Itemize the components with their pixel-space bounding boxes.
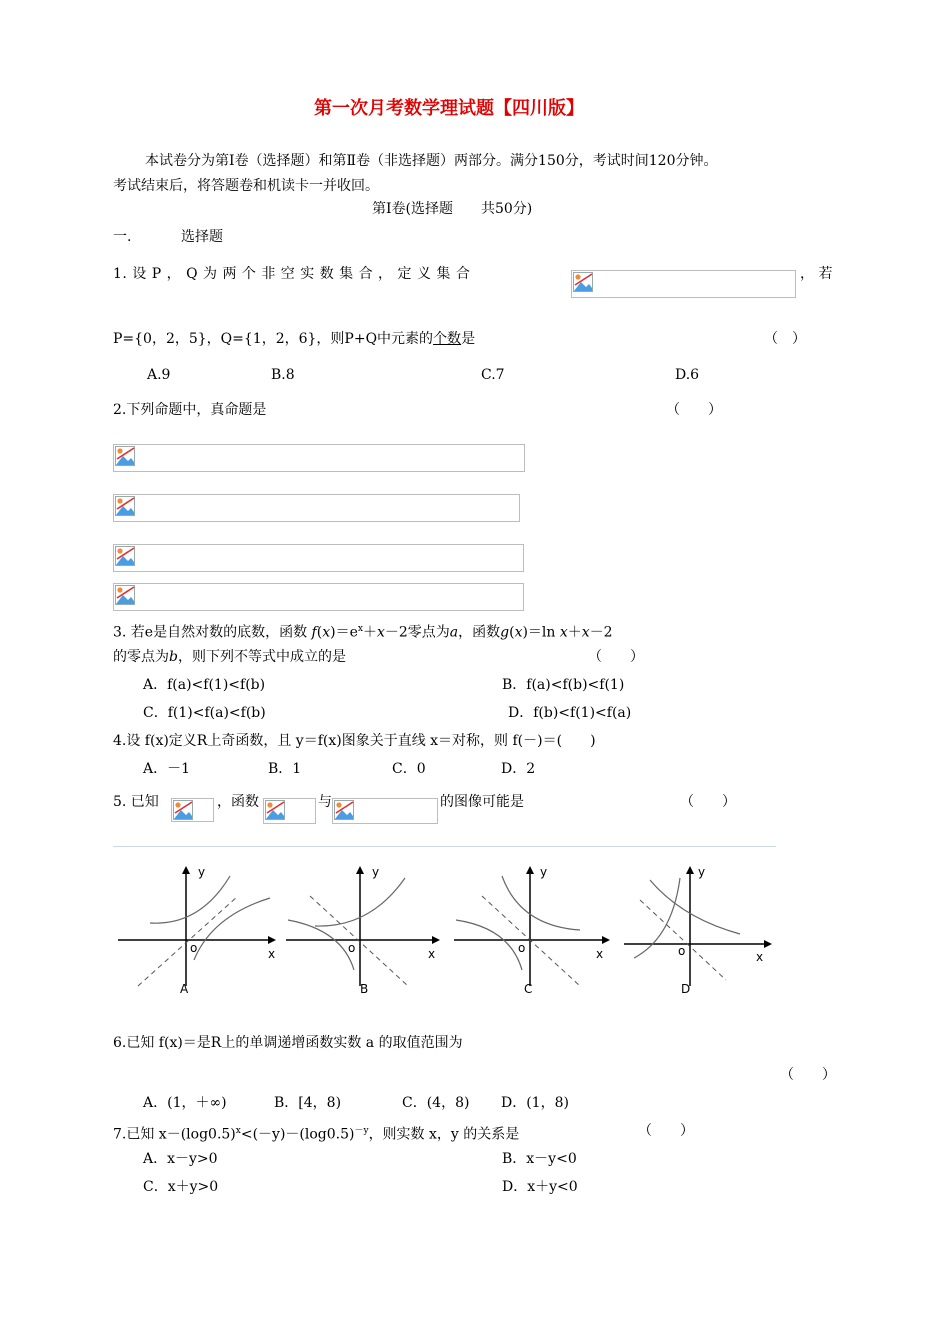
q4-option-b: B．1 (268, 761, 302, 777)
q3-frag: －2零点为 (384, 624, 450, 641)
q3-frag: x (514, 624, 523, 641)
graph-d-origin-label: o (678, 944, 686, 958)
q1-line-1-end: ， 若 (800, 266, 833, 282)
q5-post: 的图像可能是 (440, 794, 524, 810)
q3-line-1 (113, 620, 613, 642)
graph-c-x-label: x (596, 947, 604, 961)
q7-frag: ，则实数 x，y 的关系是 (368, 1126, 520, 1143)
q7-option-c: C．x＋y>0 (143, 1179, 219, 1195)
q2-text: 2.下列命题中，真命题是 (113, 402, 267, 418)
graph-d (624, 865, 772, 996)
broken-image-icon (115, 585, 135, 605)
q3-line-2-post: ，则下列不等式中成立的是 (177, 649, 346, 665)
broken-image-icon (115, 546, 135, 566)
broken-image-icon (265, 800, 285, 820)
q1-option-c: C.7 (481, 367, 505, 383)
graph-d-y-label: y (698, 865, 706, 879)
q3-frag: 3. 若e是自然对数的底数，函数 (113, 624, 312, 641)
graph-a-origin-label: o (190, 941, 198, 955)
divider-line (113, 846, 776, 847)
q3-frag: )＝ln (522, 624, 560, 641)
q7-exponent: x (235, 1126, 241, 1136)
graph-b (286, 865, 440, 996)
q3-line-2 (113, 648, 346, 666)
q5-function-1-image (263, 798, 316, 824)
q6-option-c: C．(4，8) (402, 1095, 470, 1111)
q3-frag: x (322, 624, 331, 641)
graph-c-label: C (524, 982, 533, 996)
q3-frag: ( (316, 624, 323, 641)
q7-answer-bracket: （ ） (638, 1123, 694, 1139)
q1-answer-bracket: （ ） (764, 331, 806, 347)
broken-image-icon (173, 800, 193, 820)
q3-answer-bracket: （ ） (588, 649, 644, 665)
q5-function-2-image (332, 798, 438, 824)
q3-frag: x (581, 624, 590, 641)
q3-line-2-pre: 的零点为 (113, 649, 169, 665)
q1-line-1: 1. 设 P ， Q 为 两 个 非 空 实 数 集 合 ， 定 义 集 合 (113, 266, 471, 282)
broken-image-icon (115, 446, 135, 466)
q5-graphs (110, 858, 780, 998)
q3-frag: x (357, 624, 363, 634)
q3-frag: ＋ (567, 624, 582, 641)
q3-frag: f (311, 624, 317, 641)
q6-option-d: D．(1，8) (501, 1095, 569, 1111)
q7-frag: <(－y)－(log0.5) (240, 1126, 355, 1143)
q3-frag: －2 (589, 624, 613, 641)
q2-option-b-image (113, 494, 520, 522)
q7-frag: 7.已知 x－(log0.5) (113, 1126, 236, 1143)
graph-b-y-label: y (372, 865, 380, 879)
q2-option-d-image (113, 583, 524, 611)
q1-underlined: 个数 (433, 331, 462, 347)
broken-image-icon (573, 272, 593, 292)
q1-formula-image (571, 270, 796, 298)
q4-option-a: A．－1 (143, 761, 191, 777)
q2-answer-bracket: （ ） (666, 402, 722, 418)
q3-option-d: D．f(b)<f(1)<f(a) (508, 705, 632, 721)
q5-condition-image (171, 798, 214, 822)
q3-frag: )＝e (330, 624, 358, 641)
graph-d-x-label: x (756, 950, 764, 964)
graph-c-origin-label: o (518, 941, 526, 955)
graph-a (118, 865, 276, 996)
q2-option-a-image (113, 444, 525, 472)
q1-line-2-pre: P={0，2，5}，Q={1，2，6}，则P+Q中元素的 (113, 331, 434, 347)
q3-frag: ＋ (362, 624, 377, 641)
q1-line-2 (113, 330, 475, 348)
q7-text (113, 1122, 519, 1144)
q1-option-a: A.9 (147, 367, 171, 383)
q6-option-a: A．(1，＋∞) (143, 1095, 227, 1111)
q3-line-2-var: b (169, 649, 178, 665)
graph-a-y-label: y (198, 865, 206, 879)
page-title: 第一次月考数学理试题【四川版】 (314, 98, 584, 119)
q1-line-2-post: 是 (461, 331, 476, 347)
intro-line-2: 考试结束后，将答题卷和机读卡一并收回。 (113, 178, 379, 194)
q7-exponent: －y (354, 1126, 369, 1136)
broken-image-icon (334, 800, 354, 820)
graph-b-origin-label: o (348, 941, 356, 955)
q3-frag: x (376, 624, 385, 641)
q4-text: 4.设 f(x)定义R上奇函数，且 y＝f(x)图象关于直线 x＝对称，则 f(－)＝( ) (113, 733, 596, 749)
q2-option-c-image (113, 544, 524, 572)
q3-option-c: C．f(1)<f(a)<f(b) (143, 705, 266, 721)
q6-answer-bracket: （ ） (780, 1067, 836, 1083)
broken-image-icon (115, 496, 135, 516)
q5-mid-2: 与 (318, 794, 332, 810)
q3-frag: ( (509, 624, 515, 641)
part-one-number: 一. (113, 229, 132, 245)
intro-line-1: 本试卷分为第Ⅰ卷（选择题）和第Ⅱ卷（非选择题）两部分。满分150分，考试时间120分钟。 (145, 153, 718, 169)
q3-frag: g (500, 624, 510, 641)
q1-option-b: B.8 (271, 367, 295, 383)
graph-a-x-label: x (268, 947, 276, 961)
graph-a-label: A (180, 982, 189, 996)
q5-pre: 5. 已知 (113, 794, 159, 810)
q3-frag: a (449, 624, 459, 641)
graph-c-y-label: y (540, 865, 548, 879)
section-header: 第Ⅰ卷(选择题 共50分) (372, 201, 533, 217)
graph-c (454, 865, 610, 996)
q7-option-a: A．x－y>0 (143, 1151, 218, 1167)
part-one-label: 选择题 (181, 229, 223, 245)
q5-answer-bracket: （ ） (680, 794, 736, 810)
q3-option-b: B．f(a)<f(b)<f(1) (502, 677, 625, 693)
graph-d-label: D (681, 982, 691, 996)
q3-frag: x (559, 624, 568, 641)
q6-text: 6.已知 f(x)＝是R上的单调递增函数实数 a 的取值范围为 (113, 1035, 463, 1051)
q3-frag: ，函数 (458, 624, 501, 641)
graph-b-x-label: x (428, 947, 436, 961)
q6-option-b: B．[4，8) (274, 1095, 342, 1111)
q5-mid-1: ，函数 (217, 794, 259, 810)
q3-option-a: A．f(a)<f(1)<f(b) (143, 677, 266, 693)
q4-option-d: D．2 (501, 761, 536, 777)
q7-option-b: B．x－y<0 (502, 1151, 577, 1167)
q7-option-d: D．x＋y<0 (502, 1179, 578, 1195)
graph-b-label: B (360, 982, 369, 996)
q4-option-c: C．0 (392, 761, 426, 777)
q1-option-d: D.6 (675, 367, 700, 383)
